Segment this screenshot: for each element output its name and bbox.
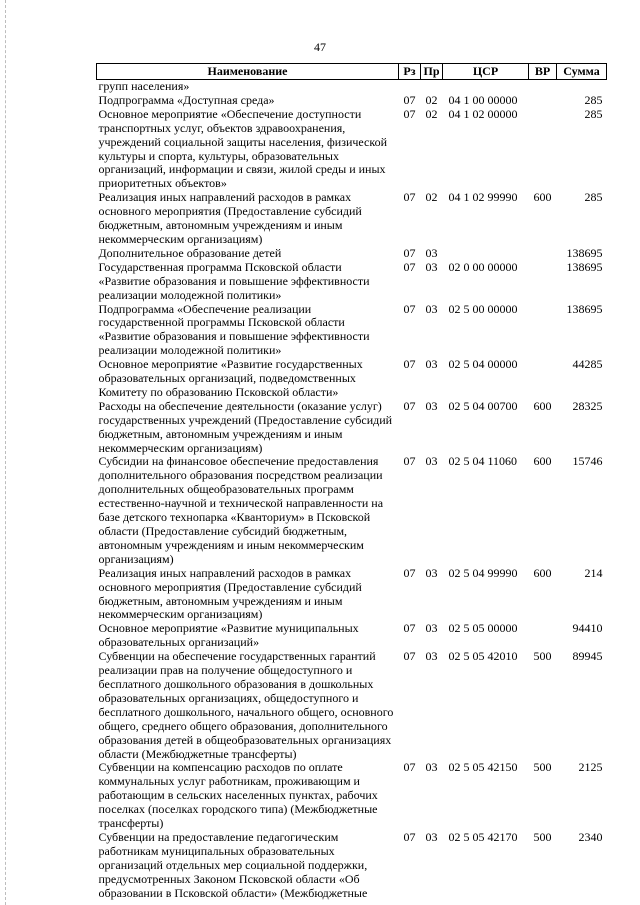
cell-name: Субвенции на компенсацию расходов по оплате коммунальных услуг работникам, проживающим и работающим в сельских населенных пунктах, рабочих поселках (поселках городского типа) (Межбюджетные трансферты) <box>98 760 378 831</box>
cell-name: Субвенции на обеспечение государственных гарантий реализации прав на получение общедоступного и бесплатного дошкольного образования в дошкольных образовательных организациях, общедоступного и бесплатного дошкольного, начального общего, основного общего, среднего общего образования, дополнительного образования детей в общеобразовательных организациях области (Межбюджетные трансферты) <box>98 649 394 761</box>
table-row <box>97 247 607 261</box>
cell-csr: 02 5 05 42170 <box>448 829 518 844</box>
header-sum: Сумма <box>557 64 607 80</box>
header-vr: ВР <box>529 64 557 80</box>
header-name: Наименование <box>97 64 399 80</box>
cell-vr <box>529 247 557 261</box>
table-row <box>97 622 607 650</box>
cell-rz <box>399 80 421 94</box>
cell-name: Субвенции на предоставление педагогическим работникам муниципальных образовательных организаций отдельных мер социальной поддержки, предусмотренных Законом Псковской области «Об образовании в Псковской области» (Межбюджетные <box>98 829 368 900</box>
table-row <box>97 761 607 831</box>
cell-rz: 07 <box>403 245 416 260</box>
cell-pr: 03 <box>425 301 438 316</box>
cell-vr: 600 <box>533 565 552 580</box>
cell-rz: 07 <box>403 106 416 121</box>
cell-pr: 03 <box>425 565 438 580</box>
cell-sum: 285 <box>584 106 603 121</box>
table-body <box>97 80 607 901</box>
budget-table <box>96 63 607 900</box>
cell-name: Дополнительное образование детей <box>98 245 282 260</box>
cell-sum <box>557 80 607 94</box>
cell-vr: 500 <box>533 829 552 844</box>
table-row <box>97 303 607 359</box>
cell-name: Основное мероприятие «Обеспечение доступности транспортных услуг, объектов здравоохранения, учреждений социальной защиты населения, физической культуры и спорта, культуры, образовательных организаций, информации и связи, жилой среды и иных приоритетных объектов» <box>98 106 388 191</box>
cell-csr: 02 5 05 00000 <box>448 621 518 636</box>
cell-csr: 02 5 04 11060 <box>448 454 518 469</box>
cell-sum: 28325 <box>572 398 603 413</box>
cell-csr <box>443 247 529 261</box>
cell-csr <box>443 80 529 94</box>
cell-rz: 07 <box>403 92 416 107</box>
cell-vr <box>529 261 557 303</box>
cell-rz: 07 <box>403 649 416 664</box>
scan-edge <box>5 0 7 905</box>
cell-sum: 89945 <box>572 649 603 664</box>
cell-rz: 07 <box>403 760 416 775</box>
cell-rz: 07 <box>403 301 416 316</box>
cell-vr: 600 <box>533 398 552 413</box>
cell-sum: 138695 <box>566 245 603 260</box>
cell-csr: 02 5 00 00000 <box>448 301 518 316</box>
cell-sum: 44285 <box>572 357 603 372</box>
cell-vr <box>529 622 557 650</box>
cell-csr: 04 1 02 00000 <box>448 106 518 121</box>
cell-name: Субсидии на финансовое обеспечение предоставления дополнительного образования посредством реализации дополнительных общеобразовательных программ естественно-научной и технической направленности на базе детского технопарка «Кванториум» в Псковской области (Предоставление субсидий бюджетным, автономным учреждениям и иным некоммерческим организациям) <box>98 454 384 566</box>
cell-rz: 07 <box>403 829 416 844</box>
cell-vr <box>529 80 557 94</box>
cell-sum: 285 <box>584 92 603 107</box>
cell-vr: 500 <box>533 649 552 664</box>
cell-vr: 600 <box>533 454 552 469</box>
cell-csr: 02 5 04 00000 <box>448 357 518 372</box>
table-row <box>97 455 607 566</box>
table-row <box>97 108 607 191</box>
cell-name: Подпрограмма «Доступная среда» <box>98 92 275 107</box>
cell-pr: 02 <box>425 92 438 107</box>
cell-csr: 04 1 02 99990 <box>448 190 518 205</box>
cell-name: Реализация иных направлений расходов в рамках основного мероприятия (Предоставление субсидий бюджетным, автономным учреждениям и иным некоммерческим организациям) <box>98 190 362 246</box>
cell-vr <box>529 108 557 191</box>
table-row <box>97 400 607 456</box>
cell-vr: 500 <box>533 760 552 775</box>
cell-name: групп населения» <box>98 79 190 93</box>
cell-rz: 07 <box>403 190 416 205</box>
cell-vr <box>529 94 557 108</box>
cell-csr: 02 0 00 00000 <box>448 259 518 274</box>
cell-name: Основное мероприятие «Развитие муниципальных образовательных организаций» <box>98 621 359 650</box>
cell-pr: 02 <box>425 190 438 205</box>
table-row <box>97 650 607 761</box>
cell-pr: 03 <box>425 829 438 844</box>
cell-sum: 15746 <box>572 454 603 469</box>
cell-rz: 07 <box>403 454 416 469</box>
table-row <box>97 831 607 901</box>
table-row <box>97 191 607 247</box>
header-csr: ЦСР <box>443 64 529 80</box>
cell-sum: 2340 <box>578 829 603 844</box>
cell-pr: 03 <box>425 649 438 664</box>
table-header-row <box>97 64 607 80</box>
cell-csr: 02 5 04 99990 <box>448 565 518 580</box>
cell-vr <box>529 358 557 400</box>
cell-name: Реализация иных направлений расходов в рамках основного мероприятия (Предоставление субсидий бюджетным, автономным учреждениям и иным некоммерческим организациям) <box>98 565 362 622</box>
cell-sum: 138695 <box>566 301 603 316</box>
cell-csr: 02 5 04 00700 <box>448 398 518 413</box>
cell-rz: 07 <box>403 357 416 372</box>
cell-rz: 07 <box>403 621 416 636</box>
cell-pr: 03 <box>425 621 438 636</box>
cell-csr: 02 5 05 42010 <box>448 649 518 664</box>
cell-csr: 04 1 00 00000 <box>448 92 518 107</box>
header-pr: Пр <box>421 64 443 80</box>
cell-sum: 285 <box>584 190 603 205</box>
cell-sum: 214 <box>584 565 603 580</box>
cell-rz: 07 <box>403 398 416 413</box>
cell-rz: 07 <box>403 259 416 274</box>
cell-pr: 03 <box>425 245 438 260</box>
cell-vr <box>529 303 557 359</box>
cell-sum: 94410 <box>572 621 603 636</box>
table-row <box>97 261 607 303</box>
cell-pr: 03 <box>425 454 438 469</box>
page-number: 47 <box>314 40 326 54</box>
header-rz: Рз <box>399 64 421 80</box>
cell-name: Подпрограмма «Обеспечение реализации государственной программы Псковской области «Развитие образования и повышение эффективности реализации молодежной политики» <box>98 301 370 358</box>
table-row <box>97 80 607 94</box>
cell-csr: 02 5 05 42150 <box>448 760 518 775</box>
cell-rz: 07 <box>403 565 416 580</box>
cell-pr <box>421 80 443 94</box>
cell-pr: 03 <box>425 259 438 274</box>
cell-pr: 03 <box>425 760 438 775</box>
table-row <box>97 358 607 400</box>
cell-sum: 138695 <box>566 259 603 274</box>
cell-pr: 03 <box>425 398 438 413</box>
cell-sum: 2125 <box>578 760 603 775</box>
cell-pr: 02 <box>425 106 438 121</box>
table-row <box>97 94 607 108</box>
table-row <box>97 567 607 623</box>
cell-name: Государственная программа Псковской области «Развитие образования и повышение эффективности реализации молодежной политики» <box>98 259 370 302</box>
cell-name: Основное мероприятие «Развитие государственных образовательных организаций, подведомственных Комитету по образованию Псковской области» <box>98 357 363 399</box>
cell-pr: 03 <box>425 357 438 372</box>
cell-vr: 600 <box>533 190 552 205</box>
cell-name: Расходы на обеспечение деятельности (оказание услуг) государственных учреждений (Предоставление субсидий бюджетным, автономным учреждениям и иным некоммерческим организациям) <box>98 398 393 455</box>
